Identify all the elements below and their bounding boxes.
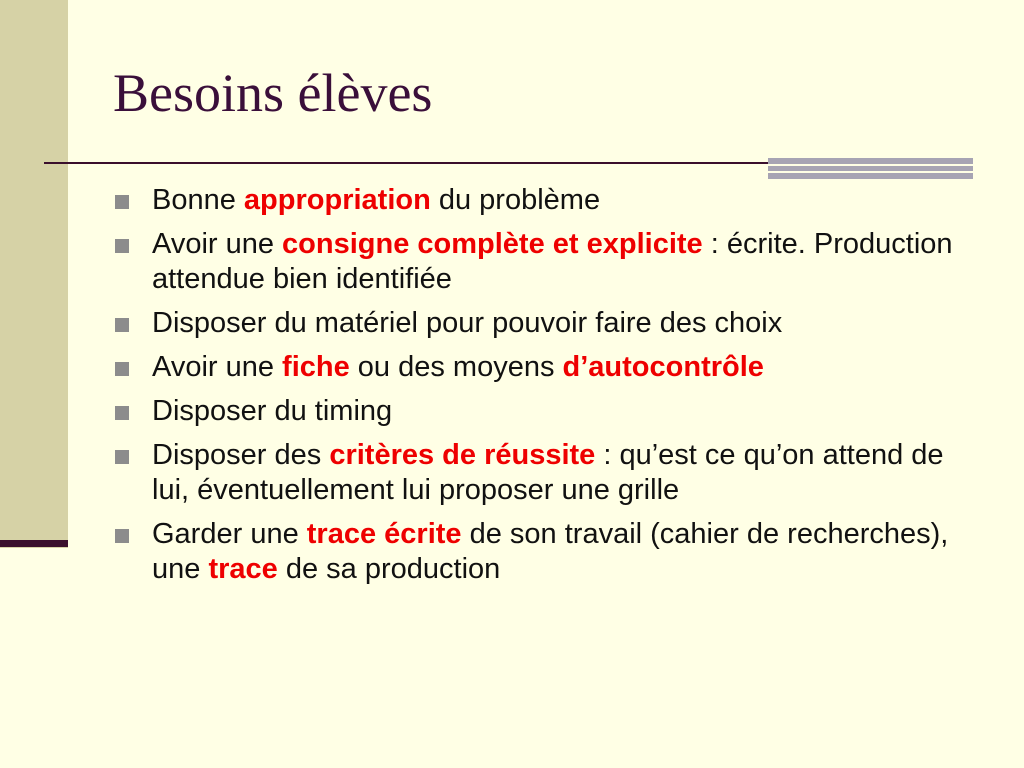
bullet-text: Avoir une bbox=[152, 228, 283, 260]
bullet-highlight: d’autocontrôle bbox=[562, 351, 764, 383]
accent-stripes bbox=[768, 158, 973, 179]
slide-title: Besoins élèves bbox=[113, 63, 433, 123]
square-bullet-icon bbox=[115, 362, 129, 376]
bullet-text: Disposer du timing bbox=[152, 395, 393, 427]
left-decorative-bar bbox=[0, 540, 68, 547]
square-bullet-icon bbox=[115, 195, 129, 209]
bullet-list bbox=[115, 183, 985, 596]
bullet-highlight: trace bbox=[208, 553, 278, 585]
accent-stripe bbox=[768, 166, 973, 171]
square-bullet-icon bbox=[115, 239, 129, 253]
bullet-text: de son travail (cahier de recherches), une bbox=[152, 518, 949, 585]
bullet-text: : écrite. Production attendue bien identifiée bbox=[152, 228, 953, 295]
square-bullet-icon bbox=[115, 318, 129, 332]
bullet-highlight: critères de réussite bbox=[329, 439, 596, 471]
bullet-text: du problème bbox=[430, 184, 601, 216]
bullet-item bbox=[115, 306, 985, 341]
bullet-highlight: consigne complète et explicite bbox=[282, 228, 703, 260]
bullet-text: Disposer des bbox=[152, 439, 330, 471]
accent-stripe bbox=[768, 173, 973, 179]
bullet-text: ou des moyens bbox=[349, 351, 563, 383]
bullet-item bbox=[115, 350, 985, 385]
bullet-text: de sa production bbox=[277, 553, 501, 585]
bullet-item bbox=[115, 183, 985, 218]
square-bullet-icon bbox=[115, 406, 129, 420]
bullet-highlight: fiche bbox=[282, 351, 350, 383]
bullet-item bbox=[115, 394, 985, 429]
bullet-text: Garder une bbox=[152, 518, 307, 550]
bullet-highlight: appropriation bbox=[243, 184, 431, 216]
square-bullet-icon bbox=[115, 529, 129, 543]
left-decorative-band bbox=[0, 0, 68, 548]
square-bullet-icon bbox=[115, 450, 129, 464]
bullet-highlight: trace écrite bbox=[306, 518, 462, 550]
accent-stripe bbox=[768, 158, 973, 164]
bullet-text: Disposer du matériel pour pouvoir faire des choix bbox=[152, 307, 783, 339]
bullet-text: Bonne bbox=[152, 184, 244, 216]
bullet-item bbox=[115, 438, 985, 508]
bullet-item bbox=[115, 227, 985, 297]
bullet-item bbox=[115, 517, 985, 587]
bullet-text: : qu’est ce qu’on attend de lui, éventuellement lui proposer une grille bbox=[152, 439, 944, 506]
bullet-text: Avoir une bbox=[152, 351, 283, 383]
title-underline-rule bbox=[44, 162, 768, 164]
